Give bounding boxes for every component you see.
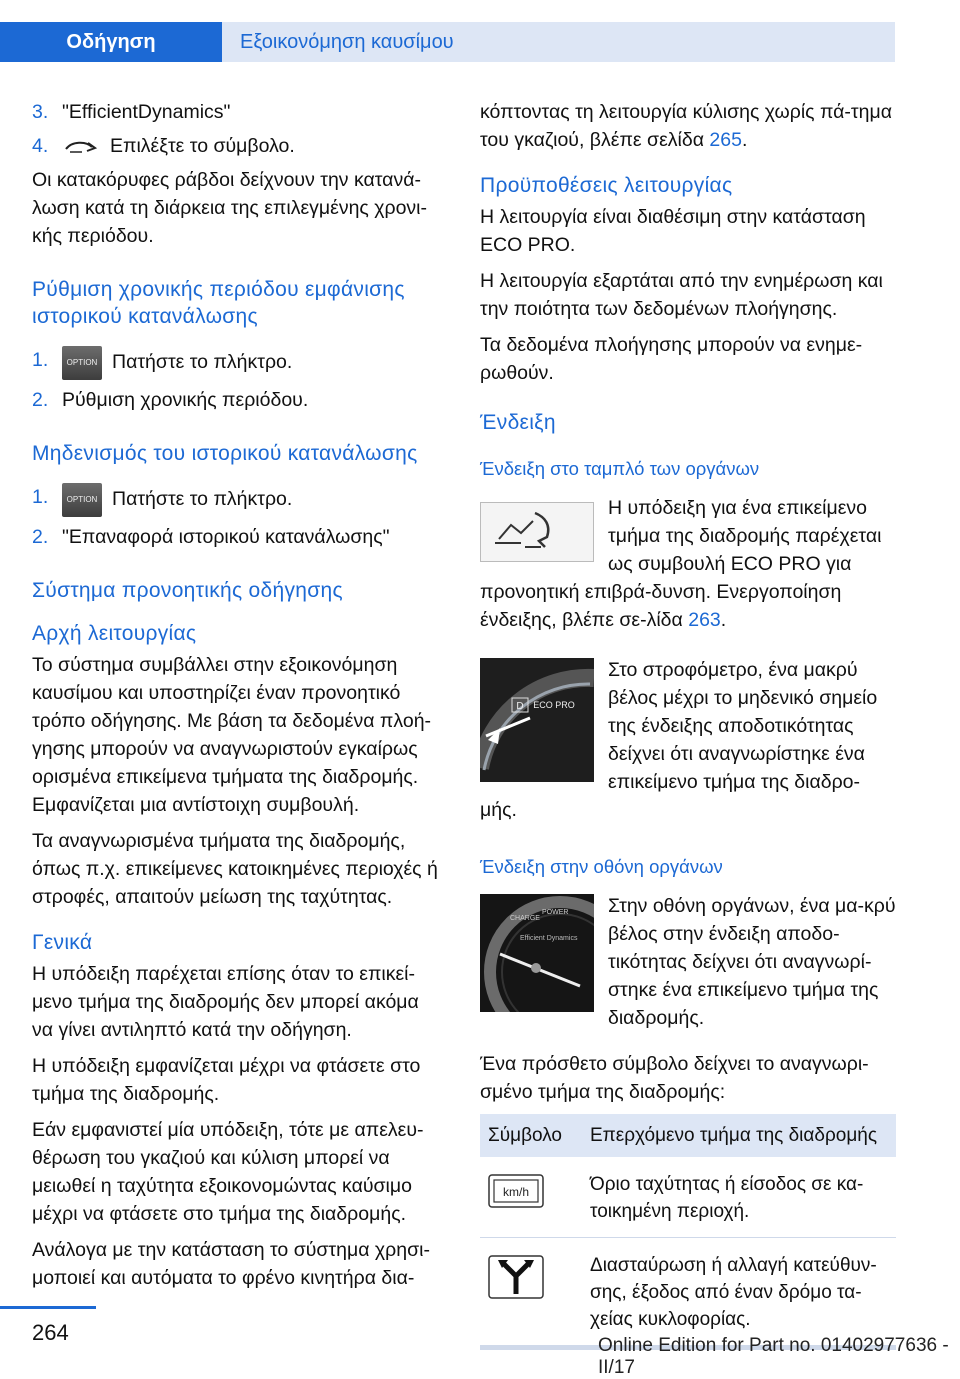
list-text: Επιλέξτε το σύμβολο. xyxy=(110,135,295,157)
list-item xyxy=(32,483,442,517)
eco-pro-hint-image xyxy=(480,502,594,562)
efficient-dynamics-symbol-icon xyxy=(62,137,102,157)
paragraph: Η λειτουργία εξαρτάται από την ενημέρωση και την ποιότητα των δεδομένων πλοήγησης. xyxy=(480,270,883,320)
page-link[interactable]: 263 xyxy=(688,609,721,631)
paragraph: Στην οθόνη οργάνων, ένα μα-κρύ βέλος στην ένδειξη αποδο-τικότητας δείχνει ότι αναγνωρί-στηκε ένα επικείμενο τμήμα της διαδρομής. xyxy=(608,895,896,1029)
list-text: "EfficientDynamics" xyxy=(62,101,231,123)
table-header: Επερχόμενο τμήμα της διαδρομής xyxy=(582,1114,896,1157)
section-heading: Σύστημα προνοητικής οδήγησης xyxy=(32,579,343,602)
paragraph: Στο στροφόμετρο, ένα μακρύ βέλος μέχρι το μηδενικό σημείο της ένδειξης αποδοτικότητας δείχνει ότι αναγνωρίστηκε ένα επικείμενο τμήμα της διαδρο-μής. xyxy=(480,659,878,821)
tachometer-image xyxy=(480,658,594,782)
list-number: 4. xyxy=(32,135,49,157)
table-row xyxy=(480,1157,896,1238)
table-header: Σύμβολο xyxy=(480,1114,582,1157)
edition-footer: Online Edition for Part no. 01402977636 - II/17 xyxy=(598,1335,949,1378)
list-number: 3. xyxy=(32,101,49,123)
gauge-eco-label: ECO PRO xyxy=(533,700,575,710)
page-header xyxy=(0,22,895,62)
gauge-block xyxy=(480,656,896,832)
dash-hint-block xyxy=(480,494,896,642)
list-text: Πατήστε το πλήκτρο. xyxy=(112,351,293,374)
symbols-table xyxy=(480,1114,896,1346)
paragraph: Οι κατακόρυφες ράβδοι δείχνουν την κατανά-λωση κατά τη διάρκεια της επιλεγμένης χρονι-κής περιόδου. xyxy=(32,169,427,247)
paragraph: Η υπόδειξη παρέχεται επίσης όταν το επικεί-μενο τμήμα της διαδρομής δεν μπορεί ακόμα να γίνει αντιληπτό κατά την οδήγηση. xyxy=(32,963,419,1041)
paragraph: Εάν εμφανιστεί μία υπόδειξη, τότε με απελευ-θέρωση του γκαζιού και κύλιση μπορεί να μειωθεί η ταχύτητα εξοικονομώντας καύσιμο μέχρι να φτάσετε στο τμήμα της διαδρομής. xyxy=(32,1119,424,1225)
section-heading: Μηδενισμός του ιστορικού κατανάλωσης xyxy=(32,442,418,465)
list-text: Ρύθμιση χρονικής περιόδου. xyxy=(62,389,309,411)
list-item xyxy=(32,346,442,380)
list-number: 1. xyxy=(32,349,49,371)
list-text: "Επαναφορά ιστορικού κατανάλωσης" xyxy=(62,526,390,548)
paragraph: Ανάλογα με την κατάσταση το σύστημα χρησι-μοποιεί και αυτόματα το φρένο κινητήρα δια- xyxy=(32,1239,430,1289)
sub-heading: Αρχή λειτουργίας xyxy=(32,622,197,645)
right-column xyxy=(480,98,896,1350)
paragraph: κόπτοντας τη λειτουργία κύλισης χωρίς πά-τημα του γκαζιού, βλέπε σελίδα 265. xyxy=(480,101,892,151)
instrument-screen-image xyxy=(480,894,594,1012)
list-text: Πατήστε το πλήκτρο. xyxy=(112,488,293,511)
table-row xyxy=(480,1238,896,1346)
section-heading: Ένδειξη xyxy=(480,411,556,434)
page-number: 264 xyxy=(32,1320,69,1345)
paragraph: Τα αναγνωρισμένα τμήματα της διαδρομής, όπως π.χ. επικείμενες κατοικημένες περιοχές ή στροφές, απαιτούν μείωση της ταχύτητας. xyxy=(32,830,438,908)
table-cell xyxy=(480,1157,582,1238)
junction-symbol-icon xyxy=(488,1252,544,1300)
page-link[interactable]: 265 xyxy=(709,129,742,151)
paragraph: Τα δεδομένα πλοήγησης μπορούν να ενημε-ρωθούν. xyxy=(480,334,863,384)
screen-eff-label: Efficient Dynamics xyxy=(520,935,578,942)
speed-limit-label: km/h xyxy=(502,1185,530,1199)
paragraph: Το σύστημα συμβάλλει στην εξοικονόμηση καυσίμου και υποστηρίζει έναν προνοητικό τρόπο οδήγησης. Με βάση τα δεδομένα πλοή-γησης μπορούν να αναγνωριστούν εγκαίρως ορισμένα επικείμενα τμήματα της διαδρομής. Εμφανίζεται μια αντίστοιχη συμβουλή. xyxy=(32,654,432,816)
screen-power-label: POWER xyxy=(542,909,569,916)
gauge-d-label: D xyxy=(516,701,524,712)
section-heading: Ρύθμιση χρονικής περιόδου εμφάνισης ιστορικού κατανάλωσης xyxy=(32,278,405,328)
table-cell: Διασταύρωση ή αλλαγή κατεύθυν-σης, έξοδος από έναν δρόμο τα-χείας κυκλοφορίας. xyxy=(582,1238,896,1346)
footer-rule xyxy=(0,1306,96,1309)
list-number: 2. xyxy=(32,389,49,411)
paragraph: Η υπόδειξη εμφανίζεται μέχρι να φτάσετε στο τμήμα της διαδρομής. xyxy=(32,1055,421,1105)
sub-heading: Γενικά xyxy=(32,931,93,954)
speed-limit-symbol-icon xyxy=(488,1171,544,1211)
table-cell xyxy=(480,1238,582,1346)
sub-heading: Ένδειξη στο ταμπλό των οργάνων xyxy=(480,458,760,479)
list-item xyxy=(32,132,442,160)
header-tab-driving: Οδήγηση xyxy=(0,22,222,62)
left-column xyxy=(32,98,442,1300)
sub-heading: Ένδειξη στην οθόνη οργάνων xyxy=(480,856,723,877)
option-button-icon: OPTION xyxy=(62,483,102,517)
list-item xyxy=(32,523,442,551)
list-number: 2. xyxy=(32,526,49,548)
screen-block xyxy=(480,892,896,1040)
section-heading: Προϋποθέσεις λειτουργίας xyxy=(480,174,733,197)
option-button-icon: OPTION xyxy=(62,346,102,380)
list-number: 1. xyxy=(32,486,49,508)
paragraph: Ένα πρόσθετο σύμβολο δείχνει το αναγνωρι-σμένο τμήμα της διαδρομής: xyxy=(480,1053,869,1103)
paragraph: Η υπόδειξη για ένα επικείμενο τμήμα της διαδρομής παρέχεται ως συμβουλή ECO PRO για προνοητική επιβρά-δυνση. Ενεργοποίηση ένδειξης, βλέπε σε-λίδα 263. xyxy=(480,497,882,631)
header-tab-fuel-saving: Εξοικονόμηση καυσίμου xyxy=(222,22,895,62)
table-cell: Όριο ταχύτητας ή είσοδος σε κα-τοικημένη περιοχή. xyxy=(582,1157,896,1238)
list-item xyxy=(32,98,442,126)
list-item xyxy=(32,386,442,414)
screen-charge-label: CHARGE xyxy=(510,915,540,922)
paragraph: Η λειτουργία είναι διαθέσιμη στην κατάσταση ECO PRO. xyxy=(480,206,866,256)
